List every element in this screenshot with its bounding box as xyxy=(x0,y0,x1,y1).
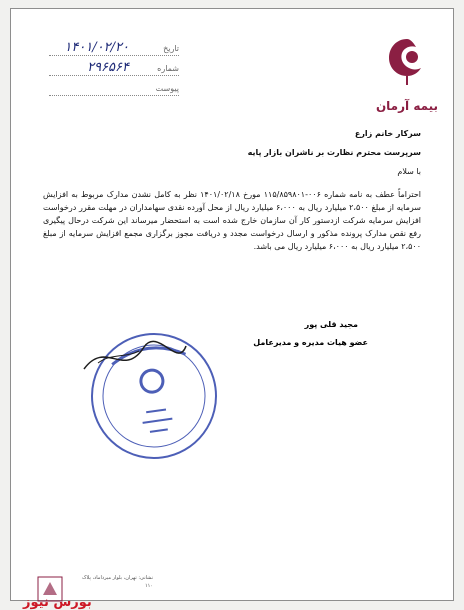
letter-meta xyxy=(49,39,179,99)
attachment-label: پیوست xyxy=(155,84,179,93)
signer-title: عضو هیات مدیره و مدیرعامل xyxy=(253,338,368,347)
letter-page xyxy=(10,8,454,610)
body-paragraph: احتراماً عطف به نامه شماره ۰۰۶-۱۱۵/۸۵۹۸۰۱ مورخ ۱۴۰۱/۰۲/۱۸ نظر به کامل نشدن مدارک مربوط به افزایش سرمایه از مبلغ ۲،۵۰۰ میلیارد ریال به ۶،۰۰۰ میلیارد ریال از محل آورده نقدی سهامداران در مهلت مقرر درخواست افزایش سرمایه شرکت ازدستور کار آن سازمان خارج شده است به استحضار میرساند این شرکت درحال پیگیری رفع نقص مدارک پرونده مذکور و ارسال درخواست مجدد و دریافت مجوز برگزاری مجمع افزایش سرمایه از مبلغ ۲،۵۰۰ میلیارد ریال به ۶،۰۰۰ میلیارد ریال می باشد. xyxy=(43,190,421,251)
addressee-name: سرکار خانم زارع xyxy=(354,129,421,138)
logo-text: بیمه آرمان xyxy=(375,99,439,113)
signer-name: مجید قلی پور xyxy=(304,320,358,329)
date-label: تاریخ xyxy=(163,44,179,53)
footer-address: نشانی: تهران، بلوار میرداماد، پلاک ۱۱۰ xyxy=(82,575,153,589)
date-value: ۱۴۰۱/۰۲/۲۰ xyxy=(64,40,129,55)
handwritten-signature xyxy=(76,329,191,389)
number-row xyxy=(49,59,179,76)
date-row xyxy=(49,39,179,56)
number-value: ۲۹۶۵۶۴ xyxy=(87,60,129,75)
addressee-title: سرپرست محترم نظارت بر ناشران بازار پایه xyxy=(247,148,421,157)
salutation: با سلام xyxy=(397,167,421,176)
watermark: بورس نیوز xyxy=(23,595,92,610)
letter-body xyxy=(43,127,421,253)
attachment-row xyxy=(49,79,179,96)
company-logo xyxy=(379,33,435,103)
number-label: شماره xyxy=(157,64,179,73)
